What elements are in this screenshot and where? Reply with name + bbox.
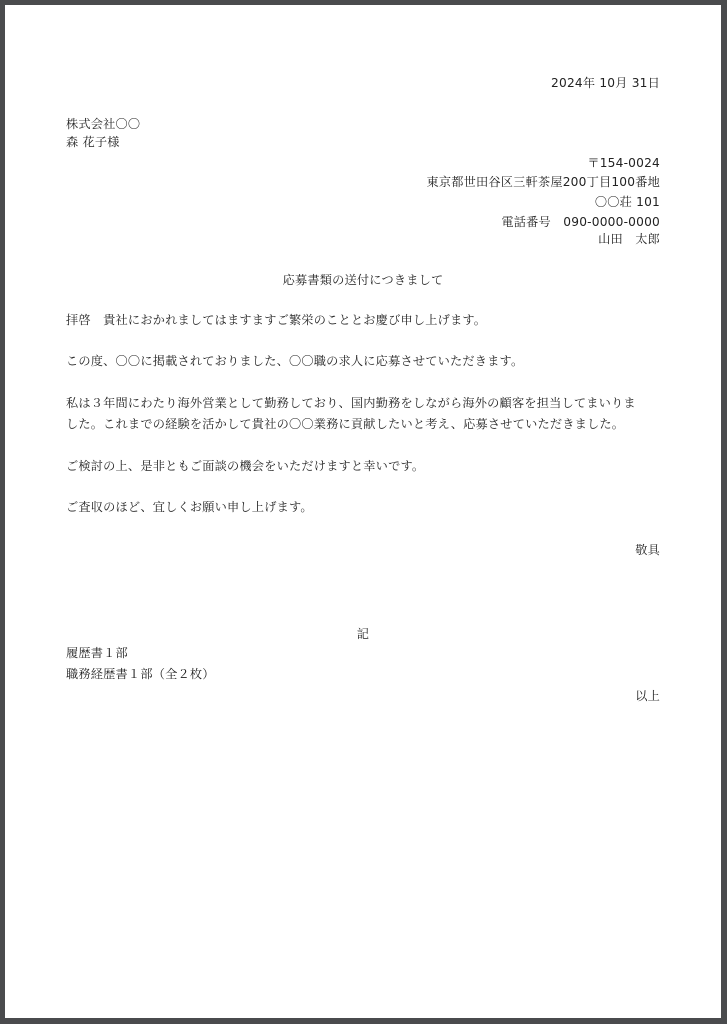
document-page <box>5 5 721 1018</box>
letter-paragraph-2-line-1: 私は３年間にわたり海外営業として勤務しており、国内勤務をしながら海外の顧客を担当してまいりま <box>66 396 636 410</box>
sender-address-line1: 東京都世田谷区三軒茶屋200丁目100番地 <box>426 175 660 189</box>
letter-paragraph-3: ご検討の上、是非ともご面談の機会をいただけますと幸いです。 <box>66 459 425 473</box>
letter-paragraph-4: ご査収のほど、宜しくお願い申し上げます。 <box>66 500 313 514</box>
enclosure-item: 履歴書１部 <box>66 646 128 660</box>
enclosure-heading: 記 <box>356 627 370 641</box>
letter-closing: 敬具 <box>635 543 660 557</box>
sender-name: 山田 太郎 <box>598 232 660 246</box>
recipient-name: 森 花子様 <box>66 135 120 149</box>
recipient-company: 株式会社〇〇 <box>66 117 141 131</box>
sender-address-line2: 〇〇荘 101 <box>594 195 660 209</box>
letter-date: 2024年 10月 31日 <box>551 76 660 90</box>
enclosure-item: 職務経歴書１部（全２枚） <box>66 667 215 681</box>
letter-paragraph-2-line-2: した。これまでの経験を活かして貴社の〇〇業務に貢献したいと考え、応募させていただきました。 <box>66 417 625 431</box>
letter-paragraph-1: この度、〇〇に掲載されておりました、〇〇職の求人に応募させていただきます。 <box>66 354 524 368</box>
sender-phone: 電話番号 090-0000-0000 <box>501 215 660 229</box>
sender-postal-code: 〒154-0024 <box>587 156 660 170</box>
letter-subject: 応募書類の送付につきまして <box>282 273 444 287</box>
letter-greeting: 拝啓 貴社におかれましてはますますご繁栄のこととお慶び申し上げます。 <box>66 313 487 327</box>
enclosure-end: 以上 <box>635 689 660 703</box>
